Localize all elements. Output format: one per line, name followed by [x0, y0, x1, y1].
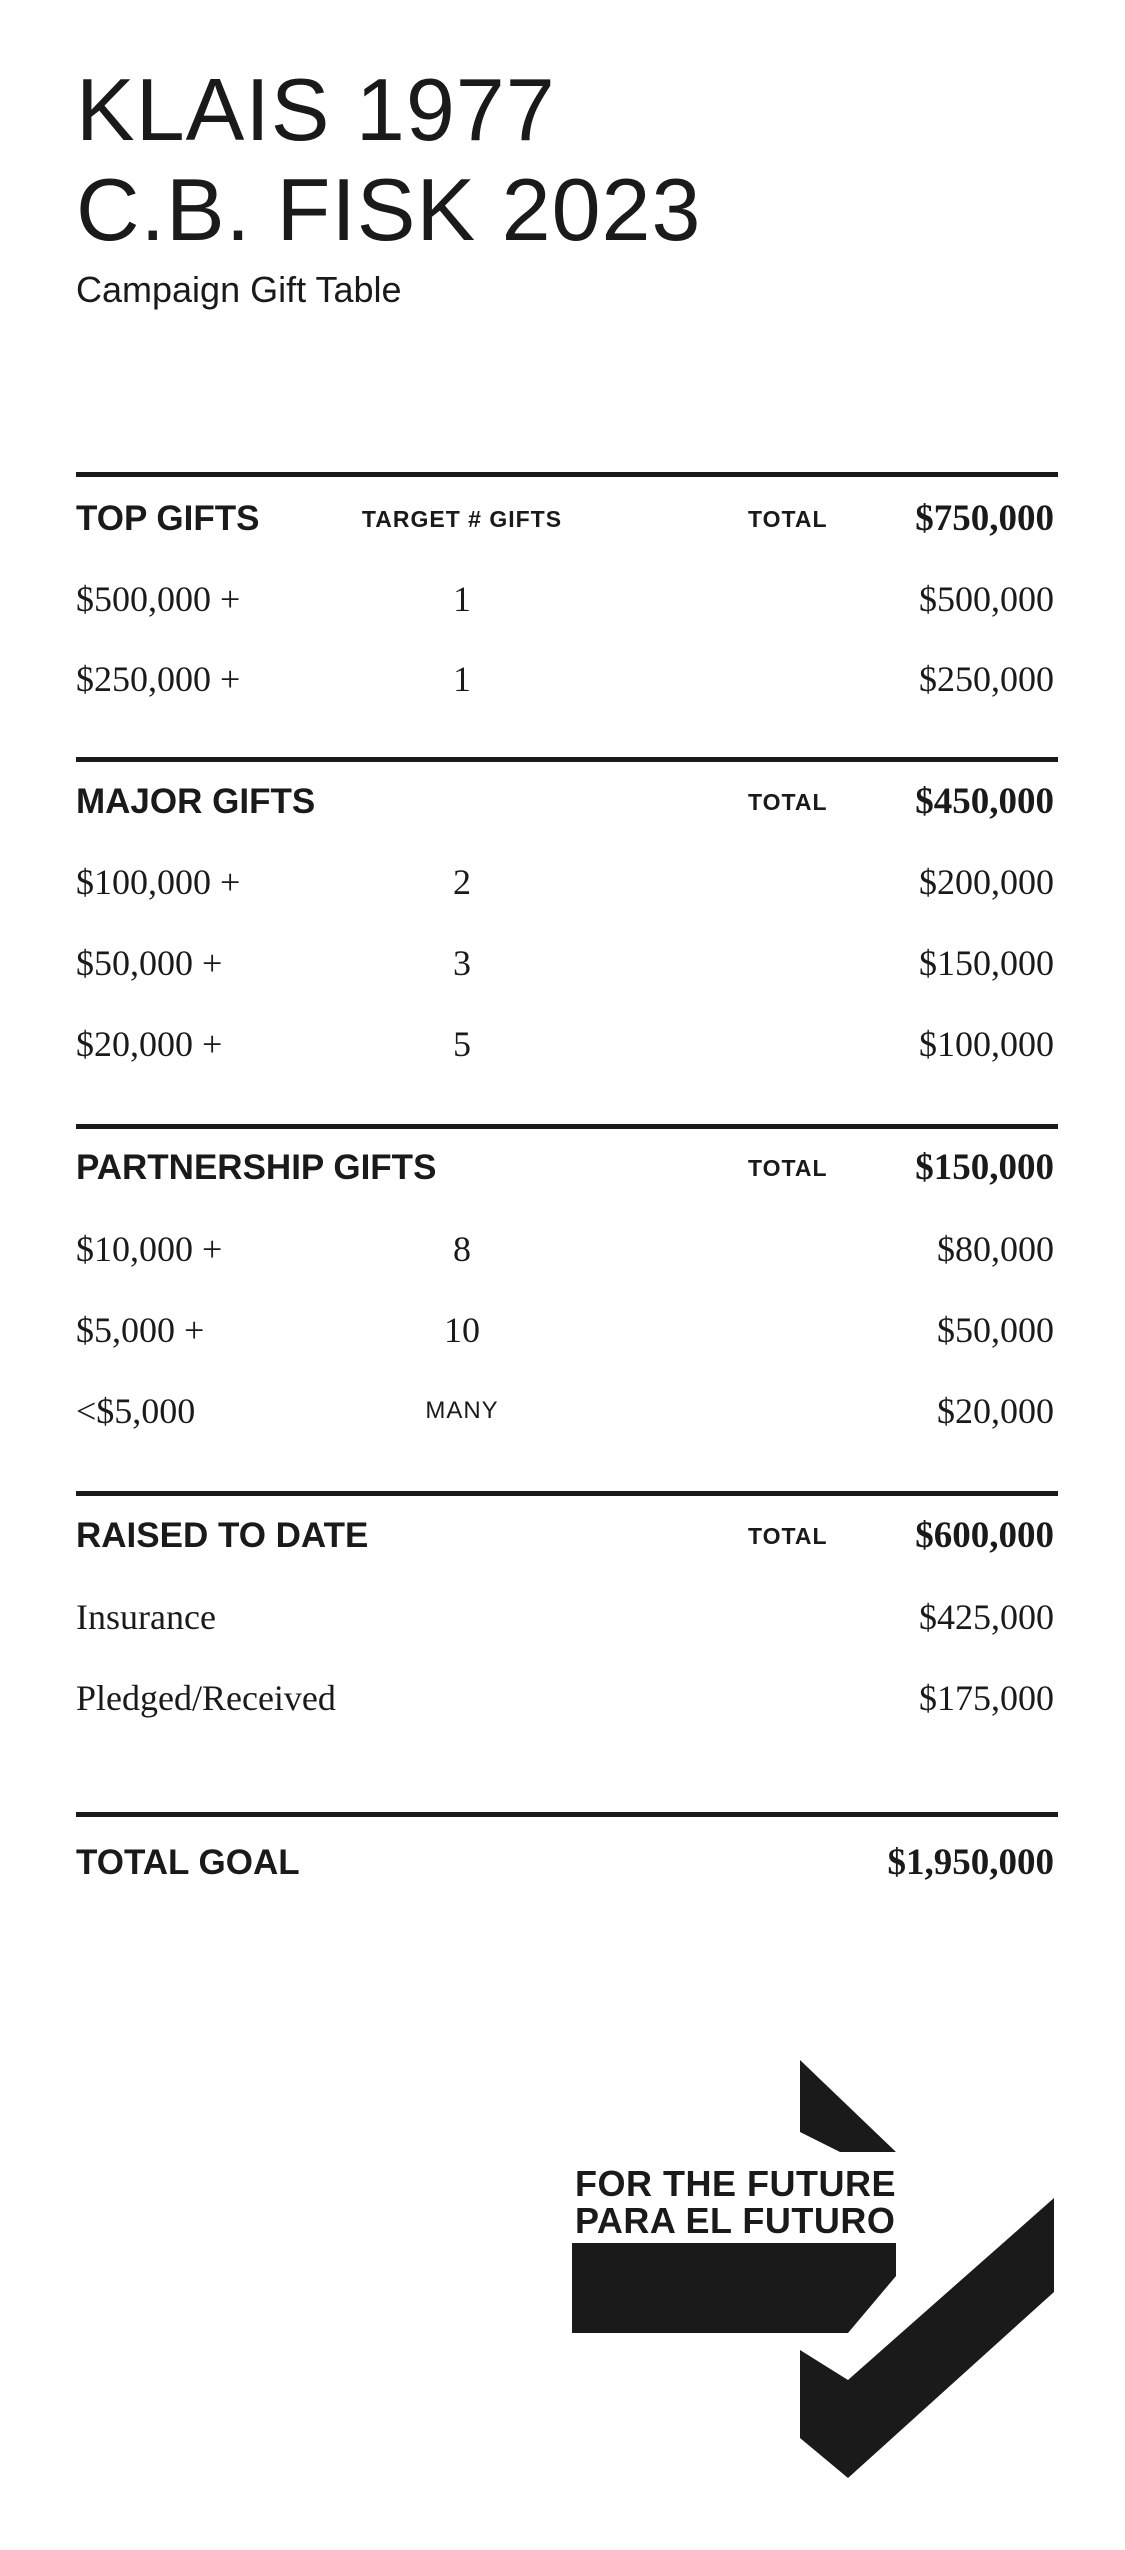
- section-header-major-gifts: [76, 772, 1058, 832]
- section-total: $450,000: [915, 781, 1054, 822]
- gift-amount: $80,000: [937, 1229, 1054, 1269]
- section-heading: MAJOR GIFTS: [76, 782, 316, 821]
- section-divider: [76, 757, 1058, 762]
- total-label: TOTAL: [748, 789, 828, 815]
- gift-amount: $500,000: [919, 579, 1054, 619]
- gift-count: 3: [453, 943, 471, 983]
- table-row: [76, 1300, 1058, 1360]
- gift-amount: $20,000: [937, 1391, 1054, 1431]
- total-goal-amount: $1,950,000: [887, 1842, 1054, 1883]
- table-row: [76, 1668, 1058, 1728]
- target-gifts-column-label: TARGET # GIFTS: [361, 506, 563, 532]
- section-total: $600,000: [915, 1515, 1054, 1556]
- gift-level: $250,000 +: [76, 659, 241, 699]
- gift-level: $20,000 +: [76, 1024, 223, 1064]
- gift-level: Insurance: [76, 1597, 216, 1637]
- section-total: $750,000: [915, 498, 1054, 539]
- gift-level: $100,000 +: [76, 862, 241, 902]
- gift-amount: $175,000: [919, 1678, 1054, 1718]
- gift-level: $10,000 +: [76, 1229, 223, 1269]
- gift-level: <$5,000: [76, 1391, 196, 1431]
- gift-level: $50,000 +: [76, 943, 223, 983]
- table-row: [76, 649, 1058, 709]
- section-divider: [76, 1124, 1058, 1129]
- gift-amount: $100,000: [919, 1024, 1054, 1064]
- section-header-raised-to-date: [76, 1506, 1058, 1566]
- gift-amount: $200,000: [919, 862, 1054, 902]
- logo-text-line-2: PARA EL FUTURO: [575, 2200, 896, 2241]
- gift-amount: $50,000: [937, 1310, 1054, 1350]
- total-label: TOTAL: [748, 1523, 828, 1549]
- table-row: [76, 1014, 1058, 1074]
- logo-text-line-1: FOR THE FUTURE: [575, 2163, 896, 2204]
- table-row: [76, 933, 1058, 993]
- gift-count: 1: [453, 579, 471, 619]
- section-heading: TOP GIFTS: [76, 499, 260, 538]
- table-row: [76, 1381, 1058, 1441]
- total-goal-row: [76, 1833, 1058, 1893]
- gift-amount: $425,000: [919, 1597, 1054, 1637]
- checkmark-arrow-logo-icon: [560, 2050, 1060, 2500]
- gift-amount: $150,000: [919, 943, 1054, 983]
- total-label: TOTAL: [748, 1155, 828, 1181]
- gift-level: $500,000 +: [76, 579, 241, 619]
- section-total: $150,000: [915, 1147, 1054, 1188]
- title-line-2: C.B. FISK 2023: [76, 160, 702, 259]
- title-line-1: KLAIS 1977: [76, 60, 556, 159]
- section-header-top-gifts: [76, 489, 1058, 549]
- section-heading: PARTNERSHIP GIFTS: [76, 1148, 437, 1187]
- total-goal-label: TOTAL GOAL: [76, 1843, 300, 1882]
- gift-level: $5,000 +: [76, 1310, 205, 1350]
- gift-level: Pledged/Received: [76, 1678, 336, 1718]
- gift-count: MANY: [425, 1397, 499, 1424]
- section-divider: [76, 472, 1058, 477]
- section-header-partnership-gifts: [76, 1138, 1058, 1198]
- gift-count: 8: [453, 1229, 471, 1269]
- table-row: [76, 1219, 1058, 1279]
- gift-count: 5: [453, 1024, 471, 1064]
- total-label: TOTAL: [748, 506, 828, 532]
- goal-divider: [76, 1812, 1058, 1817]
- table-row: [76, 1587, 1058, 1647]
- gift-count: 10: [444, 1310, 480, 1350]
- gift-count: 1: [453, 659, 471, 699]
- gift-amount: $250,000: [919, 659, 1054, 699]
- section-divider: [76, 1491, 1058, 1496]
- gift-count: 2: [453, 862, 471, 902]
- subtitle: Campaign Gift Table: [76, 269, 402, 310]
- table-row: [76, 569, 1058, 629]
- section-heading: RAISED TO DATE: [76, 1516, 369, 1555]
- table-row: [76, 852, 1058, 912]
